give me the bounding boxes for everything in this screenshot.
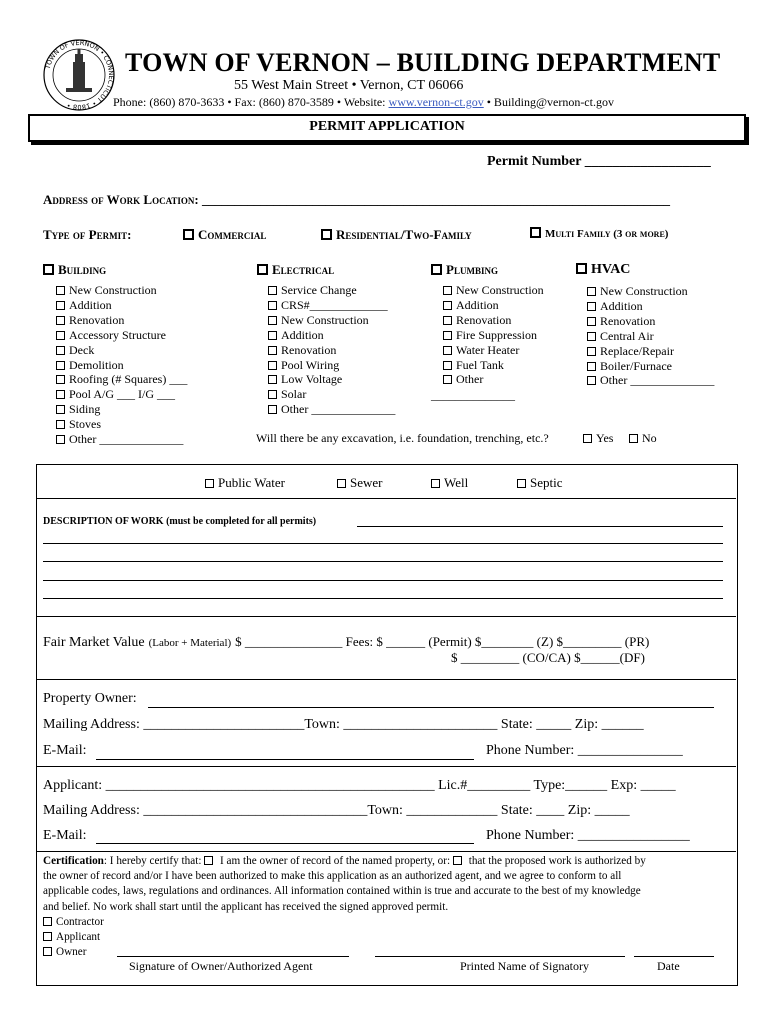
electrical-option-label: Solar — [281, 387, 307, 402]
plumbing-option[interactable] — [443, 298, 544, 313]
certification-label: Certification — [43, 855, 104, 867]
building-option[interactable] — [56, 432, 187, 447]
role-contractor[interactable]: Contractor — [43, 915, 646, 930]
checkbox-icon[interactable] — [56, 331, 65, 340]
checkbox-icon[interactable] — [443, 316, 452, 325]
checkbox-icon[interactable] — [587, 302, 596, 311]
checkbox-icon[interactable] — [56, 390, 65, 399]
checkbox-icon[interactable] — [268, 316, 277, 325]
electrical-option-label: Other ______________ — [281, 402, 396, 417]
checkbox-icon[interactable] — [443, 301, 452, 310]
checkbox-icon[interactable] — [576, 263, 587, 274]
checkbox-icon[interactable] — [337, 479, 346, 488]
building-option-label: New Construction — [69, 283, 157, 297]
hvac-option[interactable] — [587, 373, 714, 388]
plumbing-option-label: Fire Suppression — [456, 327, 537, 342]
checkbox-icon[interactable] — [205, 479, 214, 488]
hvac-option[interactable] — [587, 344, 714, 359]
checkbox-icon[interactable] — [56, 435, 65, 444]
fmv-note: (Labor + Material) — [148, 637, 232, 649]
checkbox-icon[interactable] — [268, 331, 277, 340]
page-title: TOWN OF VERNON – BUILDING DEPARTMENT — [125, 48, 721, 77]
permit-number-field[interactable]: Permit Number __________________ — [487, 154, 711, 169]
checkbox-icon[interactable] — [443, 346, 452, 355]
electrical-option[interactable] — [268, 387, 395, 402]
plumbing-other-blank[interactable]: ______________ — [431, 388, 515, 402]
electrical-option-label: Service Change — [281, 283, 357, 297]
checkbox-icon[interactable] — [56, 361, 65, 370]
electrical-option[interactable] — [268, 328, 395, 343]
building-option[interactable] — [56, 402, 187, 417]
checkbox-owner-of-record[interactable] — [204, 856, 213, 865]
checkbox-icon[interactable] — [43, 932, 52, 941]
electrical-option[interactable] — [268, 358, 395, 373]
permit-application-banner — [28, 114, 746, 142]
printed-name-label: Printed Name of Signatory — [460, 959, 589, 973]
hvac-option-label: Addition — [600, 298, 643, 313]
applicant-email-field[interactable] — [96, 843, 474, 844]
hvac-option[interactable] — [587, 329, 714, 344]
checkbox-icon[interactable] — [443, 286, 452, 295]
building-option-label: Stoves — [69, 417, 102, 432]
plumbing-option[interactable] — [443, 313, 544, 328]
hvac-option-label: Other ______________ — [600, 373, 715, 388]
checkbox-icon[interactable] — [268, 390, 277, 399]
electrical-option[interactable] — [268, 343, 395, 358]
checkbox-commercial[interactable]: Commercial — [183, 227, 266, 243]
divider — [36, 766, 736, 767]
building-option-label: Other ______________ — [69, 432, 184, 447]
building-option-label: Siding — [69, 402, 101, 417]
building-option-label: Pool A/G ___ I/G ___ — [69, 387, 176, 402]
svg-text:TOWN OF VERNON • CONNECTICUT •: TOWN OF VERNON • CONNECTICUT • 1808 • — [43, 38, 116, 112]
excavation-no[interactable]: No — [629, 431, 657, 446]
checkbox-icon[interactable] — [587, 287, 596, 296]
category-plumbing[interactable]: Plumbing — [431, 262, 498, 278]
checkbox-icon[interactable] — [56, 346, 65, 355]
hvac-option-label: Central Air — [600, 328, 654, 343]
checkbox-icon[interactable] — [583, 434, 592, 443]
plumbing-option[interactable] — [443, 358, 544, 373]
certification-text: Certification: I hereby certify that: I am the owner of record of the named property, or: that the proposed work is authorized by the owner of record and/or I have been authorized to make this application as an authorized agent, and we agree to conform to all applicable codes, laws, regulations and ordinances. All information contained within is true and accurate to the best of my knowledge and belief. No work shall start until the applicant has received the signed approved permit. Contractor Applicant Owner — [43, 854, 646, 960]
electrical-option[interactable] — [268, 372, 395, 387]
electrical-option-label: Renovation — [281, 342, 337, 357]
checkbox-residential[interactable]: Residential/Two-Family — [321, 227, 472, 243]
electrical-option-label: Low Voltage — [281, 372, 343, 387]
electrical-options-list — [268, 283, 395, 417]
checkbox-icon[interactable] — [257, 264, 268, 275]
contact-email: • Building@vernon-ct.gov — [486, 95, 614, 109]
checkbox-icon[interactable] — [587, 317, 596, 326]
checkbox-icon[interactable] — [268, 301, 277, 310]
checkbox-icon[interactable] — [530, 227, 541, 238]
electrical-option-label: New Construction — [281, 312, 369, 327]
owner-mailing-address-field[interactable]: Mailing Address: _______________________Town: ______________________ State: _____ Zip: ______ — [43, 717, 644, 732]
plumbing-option-label: Other — [456, 372, 484, 387]
description-line[interactable] — [357, 526, 723, 527]
checkbox-icon[interactable] — [517, 479, 526, 488]
building-options-list — [56, 283, 187, 447]
checkbox-icon[interactable] — [268, 346, 277, 355]
applicant-phone-field[interactable]: Phone Number: ________________ — [486, 828, 690, 843]
plumbing-options-list — [443, 283, 544, 387]
owner-phone-field[interactable]: Phone Number: _______________ — [486, 743, 683, 758]
checkbox-icon[interactable] — [56, 316, 65, 325]
checkbox-icon[interactable] — [431, 264, 442, 275]
category-electrical[interactable]: Electrical — [257, 262, 334, 278]
description-line[interactable] — [43, 580, 723, 581]
checkbox-icon[interactable] — [443, 375, 452, 384]
checkbox-icon[interactable] — [56, 286, 65, 295]
building-option[interactable] — [56, 328, 187, 343]
building-option[interactable] — [56, 343, 187, 358]
hvac-options-list — [587, 284, 714, 388]
building-option[interactable] — [56, 313, 187, 328]
divider — [36, 679, 736, 680]
owner-email-label: E-Mail: — [43, 743, 87, 758]
category-building[interactable]: Building — [43, 262, 106, 278]
checkbox-icon[interactable] — [56, 375, 65, 384]
plumbing-option[interactable] — [443, 328, 544, 343]
printed-name-line[interactable] — [375, 956, 625, 957]
checkbox-icon[interactable] — [587, 347, 596, 356]
building-option[interactable] — [56, 298, 187, 313]
town-seal-logo — [42, 38, 116, 112]
checkbox-icon[interactable] — [56, 405, 65, 414]
role-owner[interactable]: Owner — [43, 945, 646, 960]
type-of-permit-label: Type of Permit: — [43, 227, 132, 242]
contact-line — [113, 95, 614, 110]
divider — [36, 851, 736, 852]
hvac-option[interactable] — [587, 284, 714, 299]
description-line[interactable] — [43, 543, 723, 544]
plumbing-option-label: Renovation — [456, 312, 512, 327]
checkbox-icon[interactable] — [431, 479, 440, 488]
checkbox-icon[interactable] — [56, 420, 65, 429]
building-option-label: Demolition — [69, 357, 124, 372]
applicant-field[interactable]: Applicant: _______________________________________________ Lic.#_________ Type:______ Exp: _____ — [43, 778, 676, 793]
fmv-label: Fair Market Value — [43, 635, 145, 650]
checkbox-icon[interactable] — [43, 947, 52, 956]
electrical-option[interactable] — [268, 298, 395, 313]
checkbox-icon[interactable] — [321, 229, 332, 240]
hvac-option-label: Renovation — [600, 313, 656, 328]
hvac-option[interactable] — [587, 359, 714, 374]
building-option-label: Roofing (# Squares) ___ — [69, 372, 188, 387]
signature-label: Signature of Owner/Authorized Agent — [129, 959, 313, 973]
electrical-option[interactable] — [268, 283, 395, 298]
building-option[interactable] — [56, 372, 187, 387]
building-option[interactable] — [56, 417, 187, 432]
utility-well[interactable]: Well — [431, 475, 468, 491]
building-option[interactable] — [56, 283, 187, 298]
checkbox-icon[interactable] — [56, 301, 65, 310]
building-option[interactable] — [56, 358, 187, 373]
hvac-option[interactable] — [587, 314, 714, 329]
electrical-option-label: Addition — [281, 327, 324, 342]
hvac-option-label: New Construction — [600, 284, 688, 298]
contact-phone-fax: Phone: (860) 870-3633 • Fax: (860) 870-3589 • Website: — [113, 95, 386, 109]
hvac-option-label: Boiler/Furnace — [600, 358, 672, 373]
applicant-mailing-address-field[interactable]: Mailing Address: ________________________________Town: _____________ State: ____ Zip: _____ — [43, 803, 630, 818]
address-of-work-field[interactable]: Address of Work Location: ________________________________________________________________________ — [43, 192, 671, 207]
divider — [36, 498, 736, 499]
utility-septic[interactable]: Septic — [517, 475, 563, 491]
checkbox-authorized[interactable] — [453, 856, 462, 865]
checkbox-icon[interactable] — [43, 264, 54, 275]
role-applicant[interactable]: Applicant — [43, 930, 646, 945]
description-line[interactable] — [43, 561, 723, 562]
fees-line-2[interactable]: $ _________ (CO/CA) $______(DF) — [451, 650, 645, 665]
building-option[interactable] — [56, 387, 187, 402]
checkbox-icon[interactable] — [587, 376, 596, 385]
electrical-option-label: CRS#_____________ — [281, 297, 388, 312]
owner-email-field[interactable] — [96, 759, 474, 760]
building-option-label: Accessory Structure — [69, 327, 166, 342]
building-option-label: Addition — [69, 297, 112, 312]
fees-line[interactable]: $ _______________ Fees: $ ______ (Permit) $________ (Z) $_________ (PR) — [235, 634, 650, 649]
plumbing-option-label: Fuel Tank — [456, 357, 504, 372]
plumbing-option[interactable] — [443, 372, 544, 387]
date-line[interactable] — [634, 956, 714, 957]
property-owner-label: Property Owner: — [43, 691, 137, 706]
electrical-option-label: Pool Wiring — [281, 357, 340, 372]
description-line[interactable] — [43, 598, 723, 599]
building-option-label: Renovation — [69, 312, 125, 327]
checkbox-multi-family[interactable]: Multi Family (3 or more) — [530, 227, 668, 240]
checkbox-icon[interactable] — [183, 229, 194, 240]
plumbing-option-label: New Construction — [456, 283, 544, 297]
checkbox-icon[interactable] — [587, 332, 596, 341]
utility-sewer[interactable]: Sewer — [337, 475, 383, 491]
plumbing-option-label: Water Heater — [456, 342, 520, 357]
fair-market-value-row — [43, 633, 649, 651]
checkbox-icon[interactable] — [629, 434, 638, 443]
checkbox-icon[interactable] — [443, 331, 452, 340]
property-owner-field[interactable] — [148, 707, 714, 708]
building-option-label: Deck — [69, 342, 95, 357]
description-label: DESCRIPTION OF WORK (must be completed for all permits) — [43, 516, 317, 527]
electrical-option[interactable] — [268, 313, 395, 328]
banner-title: PERMIT APPLICATION — [309, 119, 465, 134]
website-link[interactable]: www.vernon-ct.gov — [388, 95, 484, 109]
department-address: 55 West Main Street • Vernon, CT 06066 — [234, 78, 464, 93]
checkbox-icon[interactable] — [268, 375, 277, 384]
utility-public-water[interactable]: Public Water — [205, 475, 285, 491]
checkbox-icon[interactable] — [268, 361, 277, 370]
checkbox-icon[interactable] — [43, 917, 52, 926]
checkbox-icon[interactable] — [268, 286, 277, 295]
electrical-option[interactable] — [268, 402, 395, 417]
signature-line[interactable] — [117, 956, 349, 957]
plumbing-option[interactable] — [443, 343, 544, 358]
date-label: Date — [657, 959, 680, 973]
applicant-email-label: E-Mail: — [43, 828, 87, 843]
excavation-question: Will there be any excavation, i.e. foundation, trenching, etc.? — [256, 431, 549, 445]
checkbox-icon[interactable] — [443, 361, 452, 370]
hvac-option[interactable] — [587, 299, 714, 314]
checkbox-icon[interactable] — [587, 362, 596, 371]
hvac-option-label: Replace/Repair — [600, 343, 674, 358]
excavation-yes[interactable]: Yes — [583, 431, 613, 446]
plumbing-option-label: Addition — [456, 297, 499, 312]
checkbox-icon[interactable] — [268, 405, 277, 414]
plumbing-option[interactable] — [443, 283, 544, 298]
divider — [36, 616, 736, 617]
category-hvac[interactable]: HVAC — [576, 262, 630, 278]
